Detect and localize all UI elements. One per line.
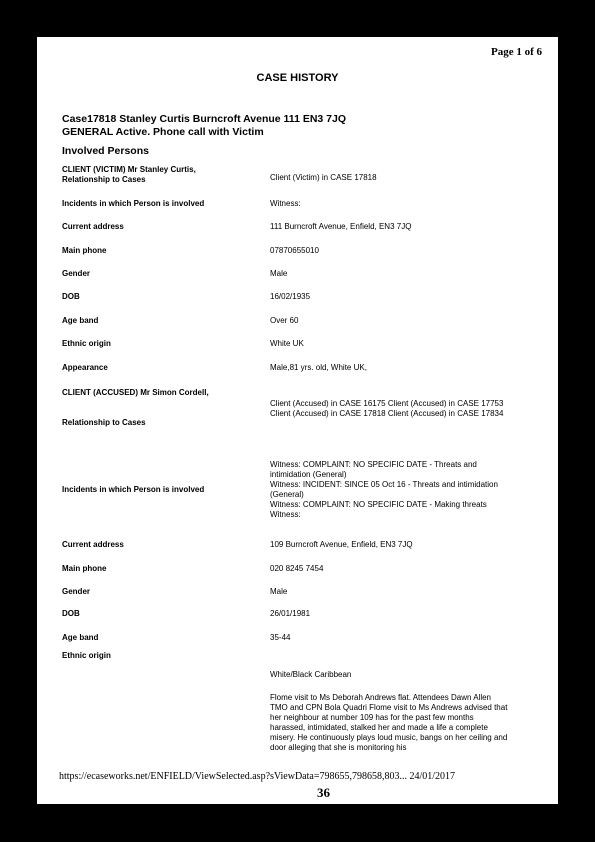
victim-relationship-label: Relationship to Cases bbox=[62, 175, 146, 184]
accused-ageband-value: 35-44 bbox=[270, 633, 291, 642]
accused-relationship-line2: Client (Accused) in CASE 17818 Client (Accused) in CASE 17834 bbox=[270, 409, 504, 418]
accused-ageband-label: Age band bbox=[62, 633, 99, 642]
accused-phone-label: Main phone bbox=[62, 564, 107, 573]
accused-note bbox=[270, 693, 548, 753]
victim-gender-label: Gender bbox=[62, 269, 91, 278]
accused-relationship-value bbox=[270, 399, 548, 419]
accused-incidents-line: Witness: bbox=[270, 510, 301, 519]
victim-address-label: Current address bbox=[62, 222, 124, 231]
page-number: Page 1 of 6 bbox=[490, 46, 542, 58]
accused-incidents-label: Incidents in which Person is involved bbox=[62, 485, 205, 494]
victim-gender-value: Male bbox=[270, 269, 288, 278]
victim-client-label-line1: CLIENT (VICTIM) Mr Stanley Curtis, bbox=[62, 165, 196, 174]
document-title: CASE HISTORY bbox=[256, 72, 339, 84]
case-heading-line2: GENERAL Active. Phone call with Victim bbox=[62, 126, 264, 138]
victim-ethnic-value: White UK bbox=[270, 339, 304, 348]
accused-gender-value: Male bbox=[270, 587, 288, 596]
accused-incidents-line: Witness: INCIDENT: SINCE 05 Oct 16 - Threats and intimidation bbox=[270, 480, 498, 489]
accused-relationship-line1: Client (Accused) in CASE 16175 Client (Accused) in CASE 17753 bbox=[270, 399, 504, 408]
victim-address-value: 111 Burncroft Avenue, Enfield, EN3 7JQ bbox=[270, 222, 412, 231]
case-heading bbox=[62, 113, 532, 139]
victim-ethnic-label: Ethnic origin bbox=[62, 339, 111, 348]
accused-ethnic-value: White/Black Caribbean bbox=[270, 670, 352, 679]
victim-ageband-value: Over 60 bbox=[270, 316, 299, 325]
involved-persons-heading: Involved Persons bbox=[62, 145, 149, 157]
accused-incidents-line: Witness: COMPLAINT: NO SPECIFIC DATE - Making threats bbox=[270, 500, 487, 509]
accused-incidents-value bbox=[270, 460, 548, 520]
accused-client-label: CLIENT (ACCUSED) Mr Simon Cordell, bbox=[62, 388, 209, 397]
accused-address-label: Current address bbox=[62, 540, 124, 549]
accused-address-value: 109 Burncroft Avenue, Enfield, EN3 7JQ bbox=[270, 540, 413, 549]
footer-page-stamp: 36 bbox=[317, 785, 330, 800]
victim-incidents-label: Incidents in which Person is involved bbox=[62, 199, 205, 208]
accused-note-line: Flome visit to Ms Deborah Andrews flat. Attendees Dawn Allen bbox=[270, 693, 491, 702]
victim-relationship-value: Client (Victim) in CASE 17818 bbox=[270, 173, 377, 182]
document-page bbox=[37, 37, 558, 804]
footer-url: https://ecaseworks.net/ENFIELD/ViewSelected.asp?sViewData=798655,798658,803... 24/01/2017 bbox=[59, 771, 456, 782]
accused-phone-value: 020 8245 7454 bbox=[270, 564, 324, 573]
victim-client-label bbox=[62, 165, 262, 185]
accused-note-line: her neighbour at number 109 has for the past few months bbox=[270, 713, 474, 722]
victim-ageband-label: Age band bbox=[62, 316, 99, 325]
victim-phone-value: 07870655010 bbox=[270, 246, 319, 255]
accused-note-line: harassed, intimidated, stalked her and made a life a complete bbox=[270, 723, 488, 732]
victim-appearance-label: Appearance bbox=[62, 363, 108, 372]
case-heading-line1: Case17818 Stanley Curtis Burncroft Avenue 111 EN3 7JQ bbox=[62, 113, 347, 125]
accused-note-line: door alleging that she is monitoring his bbox=[270, 743, 407, 752]
accused-dob-label: DOB bbox=[62, 609, 80, 618]
victim-phone-label: Main phone bbox=[62, 246, 107, 255]
victim-incidents-value: Witness: bbox=[270, 199, 301, 208]
victim-dob-value: 16/02/1935 bbox=[270, 292, 311, 301]
accused-incidents-line: intimidation (General) bbox=[270, 470, 347, 479]
accused-incidents-line: Witness: COMPLAINT: NO SPECIFIC DATE - Threats and bbox=[270, 460, 477, 469]
accused-note-line: TMO and CPN Bola Quadri Flome visit to Ms Andrews advised that bbox=[270, 703, 508, 712]
accused-dob-value: 26/01/1981 bbox=[270, 609, 311, 618]
accused-incidents-line: (General) bbox=[270, 490, 304, 499]
accused-note-line: misery. He continuously plays loud music, bangs on her ceiling and bbox=[270, 733, 508, 742]
accused-relationship-label: Relationship to Cases bbox=[62, 418, 146, 427]
accused-ethnic-label: Ethnic origin bbox=[62, 651, 111, 660]
accused-gender-label: Gender bbox=[62, 587, 91, 596]
victim-dob-label: DOB bbox=[62, 292, 80, 301]
victim-appearance-value: Male,81 yrs. old, White UK, bbox=[270, 363, 367, 372]
